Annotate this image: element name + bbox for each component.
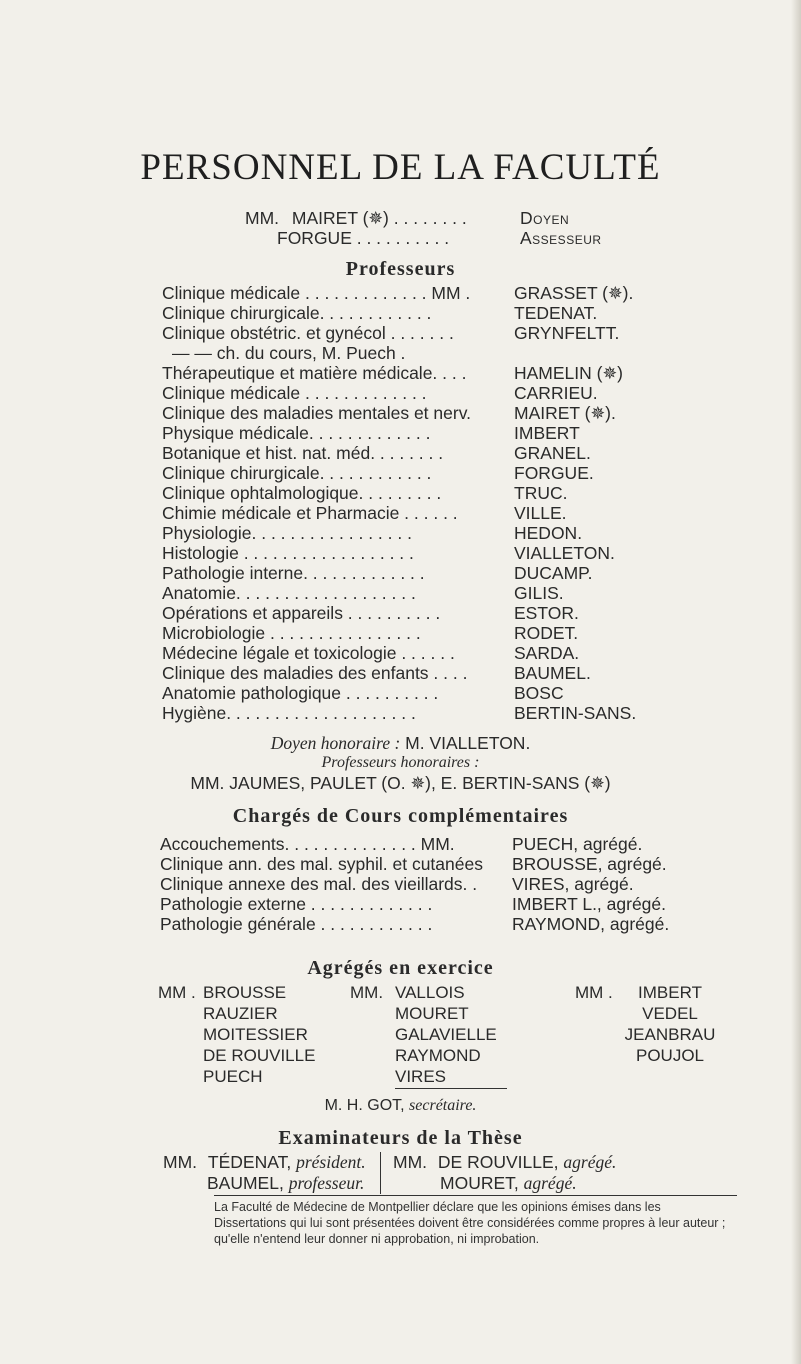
officer-name: MAIRET (✵) — [291, 208, 389, 228]
chair-label: Physiologie. . . . . . . . . . . . . . . . . — [162, 523, 412, 543]
professor-name: RODET. — [514, 623, 579, 643]
officer-row — [277, 228, 449, 248]
disclaimer-note: La Faculté de Médecine de Montpellier déclare que les opinions émises dans les Dissertations qui lui sont présentées doivent être considérées comme propres à leur auteur ; qu'elle n'entend leur donner ni approbation, ni improbation. — [214, 1200, 726, 1246]
agrege-name: PUECH — [203, 1067, 263, 1086]
professor-name: BERTIN-SANS. — [514, 703, 637, 723]
professeurs-honoraires-names: MM. JAUMES, PAULET (O. ✵), E. BERTIN-SANS (✵) — [190, 773, 611, 793]
agrege-name: MOITESSIER — [203, 1025, 308, 1044]
leader-dots: . . . . . . . . . . — [351, 228, 450, 248]
lecturer-name: IMBERT L., agrégé. — [512, 894, 667, 914]
officer-role: Doyen — [520, 208, 570, 228]
professor-name: CARRIEU. — [514, 383, 598, 403]
section-heading-professeurs: Professeurs — [345, 258, 456, 280]
examiner-name: BAUMEL, — [207, 1173, 284, 1193]
chair-label: Microbiologie . . . . . . . . . . . . . . . . — [162, 623, 421, 643]
page-title: PERSONNEL DE LA FACULTÉ — [140, 147, 661, 188]
course-label: Pathologie générale . . . . . . . . . . . . — [160, 914, 433, 934]
examiner-divider — [380, 1152, 381, 1194]
agrege-name: JEANBRAU — [624, 1025, 716, 1044]
professeurs-list — [162, 283, 722, 733]
chair-label: Clinique médicale . . . . . . . . . . . . . MM . — [162, 283, 471, 303]
examiner-row — [393, 1152, 616, 1172]
secretary-role: secrétaire. — [409, 1097, 477, 1114]
chair-label: Clinique ophtalmologique. . . . . . . . . — [162, 483, 442, 503]
lecturer-name: VIRES, agrégé. — [512, 874, 634, 894]
professor-name: BOSC — [514, 683, 564, 703]
chair-label: Clinique chirurgicale. . . . . . . . . . . . — [162, 463, 432, 483]
agrege-name: VALLOIS — [395, 983, 465, 1002]
examiner-prefix: MM. — [393, 1152, 428, 1172]
professor-name: HEDON. — [514, 523, 583, 543]
lecturer-name: PUECH, agrégé. — [512, 834, 643, 854]
professor-name: VIALLETON. — [514, 543, 615, 563]
chair-label: Histologie . . . . . . . . . . . . . . . . . . — [162, 543, 414, 563]
professor-name: FORGUE. — [514, 463, 594, 483]
agrege-name: VEDEL — [642, 1004, 698, 1023]
chair-label: Clinique des maladies des enfants . . . . — [162, 663, 468, 683]
professor-name: SARDA. — [514, 643, 580, 663]
professor-name: GILIS. — [514, 583, 564, 603]
professor-name: HAMELIN (✵) — [514, 363, 623, 383]
agrege-name: GALAVIELLE — [395, 1025, 497, 1044]
professor-name: BAUMEL. — [514, 663, 591, 683]
professor-name: GRASSET (✵). — [514, 283, 634, 303]
lecturer-name: BROUSSE, agrégé. — [512, 854, 667, 874]
examiner-row — [440, 1173, 577, 1193]
officer-role: Assesseur — [520, 228, 602, 248]
officer-prefix: MM. — [245, 208, 280, 228]
course-label: Clinique annexe des mal. des vieillards. . — [160, 874, 478, 894]
note-rule — [214, 1195, 737, 1196]
agrege-name: POUJOL — [635, 1046, 705, 1065]
examiner-role: président. — [296, 1152, 366, 1172]
professor-name: IMBERT — [514, 423, 580, 443]
examiner-row — [163, 1152, 366, 1172]
column-prefix: MM . — [575, 983, 613, 1002]
doyen-honoraire-line — [0, 733, 801, 753]
doyen-honoraire-name: M. VIALLETON. — [405, 733, 531, 753]
examiner-role: agrégé. — [523, 1173, 577, 1193]
professor-name: GRYNFELTT. — [514, 323, 620, 343]
examiner-row — [207, 1173, 364, 1193]
professor-name: TEDENAT. — [514, 303, 598, 323]
chair-label: Clinique obstétric. et gynécol . . . . . . . — [162, 323, 454, 343]
chair-label: Thérapeutique et matière médicale. . . . — [162, 363, 467, 383]
officer-row — [245, 208, 467, 228]
examiner-role: agrégé. — [563, 1152, 617, 1172]
section-heading-examinateurs: Examinateurs de la Thèse — [278, 1127, 523, 1149]
divider — [395, 1088, 507, 1089]
chair-label: Opérations et appareils . . . . . . . . . . — [162, 603, 441, 623]
professeurs-honoraires-label: Professeurs honoraires : — [321, 754, 480, 771]
officer-name: FORGUE — [277, 228, 352, 248]
leader-dots: . . . . . . . . — [388, 208, 467, 228]
charges-list — [160, 834, 800, 944]
course-label: Clinique ann. des mal. syphil. et cutanées — [160, 854, 483, 874]
agrege-name: BROUSSE — [203, 983, 287, 1002]
chair-label: Anatomie. . . . . . . . . . . . . . . . . . . — [162, 583, 416, 603]
scan-edge-shadow — [791, 0, 801, 1364]
secretary-line — [0, 1096, 801, 1116]
agreges-column — [158, 982, 315, 1087]
section-heading-charges: Chargés de Cours complémentaires — [232, 805, 569, 827]
column-prefix: MM. — [350, 983, 384, 1002]
agrege-name: RAUZIER — [203, 1004, 278, 1023]
course-label: Pathologie externe . . . . . . . . . . . . . — [160, 894, 433, 914]
examiner-prefix: MM. — [163, 1152, 198, 1172]
lecturer-name: RAYMOND, agrégé. — [512, 914, 670, 934]
professor-name: TRUC. — [514, 483, 568, 503]
chair-label: Anatomie pathologique . . . . . . . . . . — [162, 683, 439, 703]
professor-name: VILLE. — [514, 503, 567, 523]
column-prefix: MM . — [158, 983, 196, 1002]
agrege-name: RAYMOND — [395, 1046, 481, 1065]
agreges-column — [350, 982, 497, 1087]
professor-name: ESTOR. — [514, 603, 579, 623]
course-label: Accouchements. . . . . . . . . . . . . . MM. — [160, 834, 455, 854]
agrege-name: VIRES — [395, 1067, 447, 1086]
agrege-name: MOURET — [395, 1004, 469, 1023]
professor-name: MAIRET (✵). — [514, 403, 616, 423]
chair-label: Clinique des maladies mentales et nerv. — [162, 403, 472, 423]
chair-label: Physique médicale. . . . . . . . . . . . . — [162, 423, 431, 443]
examiner-role: professeur. — [288, 1173, 365, 1193]
chair-label: Botanique et hist. nat. méd. . . . . . . . — [162, 443, 444, 463]
agreges-column — [575, 982, 725, 1066]
examiner-name: TÉDENAT, — [207, 1152, 292, 1172]
chair-label: Hygiène. . . . . . . . . . . . . . . . . . . . — [162, 703, 416, 723]
section-heading-agreges: Agrégés en exercice — [307, 957, 494, 979]
professor-name: GRANEL. — [514, 443, 591, 463]
chair-label: — — ch. du cours, M. Puech . — [172, 343, 406, 363]
chair-label: Clinique chirurgicale. . . . . . . . . . . . — [162, 303, 432, 323]
agrege-name: IMBERT — [638, 983, 702, 1002]
agrege-name: DE ROUVILLE — [203, 1046, 316, 1065]
doyen-honoraire-label: Doyen honoraire : — [270, 733, 401, 753]
chair-label: Clinique médicale . . . . . . . . . . . . . — [162, 383, 427, 403]
professor-name: DUCAMP. — [514, 563, 593, 583]
examiner-name: MOURET, — [440, 1173, 519, 1193]
examiner-name: DE ROUVILLE, — [437, 1152, 559, 1172]
secretary-name: M. H. GOT, — [324, 1097, 405, 1114]
chair-label: Chimie médicale et Pharmacie . . . . . . — [162, 503, 458, 523]
chair-label: Médecine légale et toxicologie . . . . . . — [162, 643, 455, 663]
chair-label: Pathologie interne. . . . . . . . . . . . . — [162, 563, 425, 583]
